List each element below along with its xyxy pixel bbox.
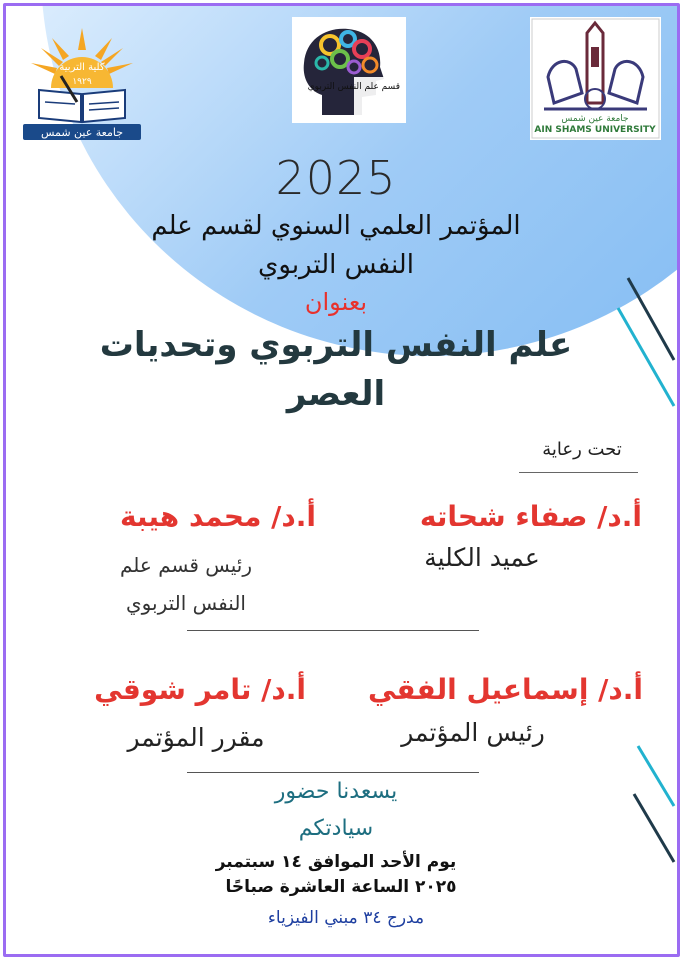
invitation-card: [3, 3, 680, 957]
person-name-rapporteur: أ.د/ تامر شوقي: [94, 673, 306, 706]
patronage-label: تحت رعاية: [542, 439, 622, 460]
conference-title-line2: النفس التربوي: [258, 250, 414, 280]
conference-title-line1: المؤتمر العلمي السنوي لقسم علم: [151, 211, 521, 241]
person-role-head-line1: رئيس قسم علم: [119, 553, 253, 577]
logo-badge-text: كلية التربية: [59, 62, 105, 73]
conference-year: 2025: [275, 151, 397, 205]
person-role-head-line2: النفس التربوي: [126, 591, 246, 615]
logo-right-arabic: جامعة عين شمس: [561, 114, 629, 124]
person-name-dean: أ.د/ صفاء شحاته: [419, 500, 642, 533]
patronage-underline: [519, 472, 638, 473]
person-role-head: [86, 546, 286, 622]
person-name-chair: أ.د/ إسماعيل الفقي: [367, 673, 643, 706]
event-date-line2: ٢٠٢٥ الساعة العاشرة صباحًا: [225, 877, 457, 897]
titled-label: بعنوان: [304, 288, 368, 316]
person-role-rapporteur: مقرر المؤتمر: [127, 723, 265, 752]
event-date-line1: يوم الأحد الموافق ١٤ سبتمبر: [215, 852, 457, 872]
welcome-line2: سيادتكم: [298, 816, 374, 841]
dept-logo-text: قسم علم النفس التربوي: [307, 82, 400, 92]
conference-theme-line1: علم النفس التربوي وتحديات: [99, 325, 573, 365]
logo-badge-year: ١٩٢٩: [72, 77, 92, 87]
person-role-dean: عميد الكلية: [424, 543, 540, 572]
conference-theme-line2: العصر: [286, 374, 386, 414]
person-name-head: أ.د/ محمد هيبة: [119, 500, 316, 533]
divider: [187, 772, 479, 773]
divider: [187, 630, 479, 631]
logo-left-caption: جامعة عين شمس: [40, 126, 124, 139]
person-role-chair: رئيس المؤتمر: [401, 718, 545, 747]
event-venue: مدرج ٣٤ مبني الفيزياء: [267, 908, 425, 928]
logo-right-caption: AIN SHAMS UNIVERSITY: [534, 125, 656, 135]
welcome-line1: يسعدنا حضور: [274, 779, 398, 804]
decorative-lines: [6, 6, 680, 957]
